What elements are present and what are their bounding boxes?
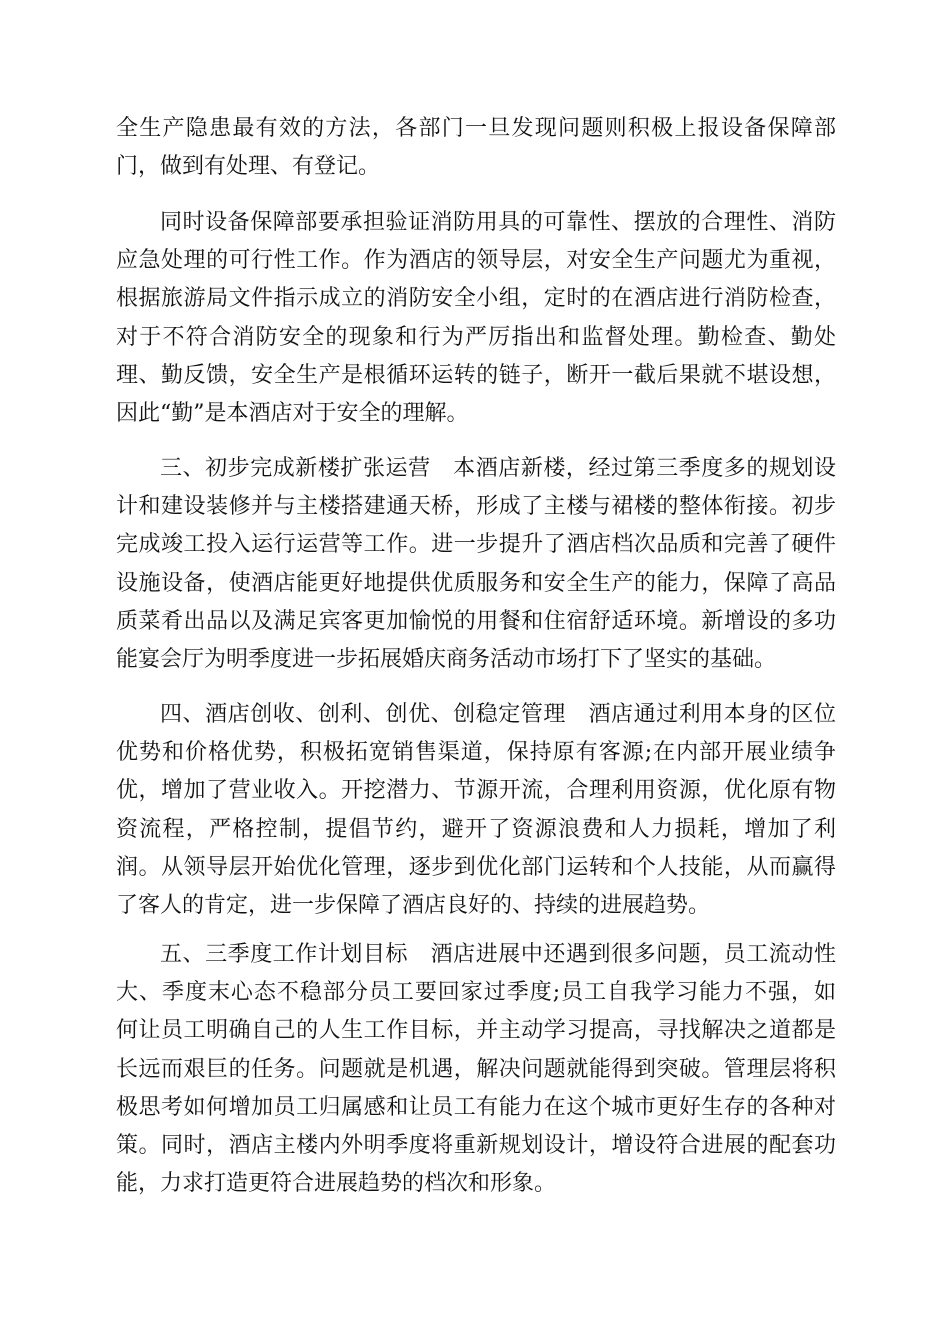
paragraph-line: 三、初步完成新楼扩张运营 本酒店新楼，经过第三季度多的规划设: [160, 456, 836, 481]
paragraph-line: 设施设备，使酒店能更好地提供优质服务和安全生产的能力，保障了高品: [116, 570, 836, 596]
paragraph-line: 对于不符合消防安全的现象和行为严厉指出和监督处理。勤检查、勤处: [116, 324, 836, 350]
paragraph-line: 全生产隐患最有效的方法，各部门一旦发现问题则积极上报设备保障部: [116, 116, 836, 141]
paragraph-line: 门，做到有处理、有登记。: [116, 154, 381, 180]
paragraph-line: 能宴会厅为明季度进一步拓展婚庆商务活动市场打下了坚实的基础。: [116, 646, 777, 672]
paragraph-line: 资流程，严格控制，提倡节约，避开了资源浪费和人力损耗，增加了利: [116, 816, 836, 842]
paragraph-line: 了客人的肯定，进一步保障了酒店良好的、持续的进展趋势。: [116, 892, 711, 918]
paragraph-line: 大、季度末心态不稳部分员工要回家过季度;员工自我学习能力不强，如: [116, 980, 836, 1006]
paragraph-line: 长远而艰巨的任务。问题就是机遇，解决问题就能得到突破。管理层将积: [116, 1056, 836, 1082]
paragraph-line: 五、三季度工作计划目标 酒店进展中还遇到很多问题，员工流动性: [160, 942, 836, 967]
paragraph-line: 优势和价格优势，积极拓宽销售渠道，保持原有客源;在内部开展业绩争: [116, 740, 836, 766]
paragraph-line: 理、勤反馈，安全生产是根循环运转的链子，断开一截后果就不堪设想，: [116, 362, 836, 388]
paragraph-line: 优，增加了营业收入。开挖潜力、节源开流，合理利用资源，优化原有物: [116, 778, 836, 804]
paragraph-1: [116, 110, 836, 186]
paragraph-line: 根据旅游局文件指示成立的消防安全小组，定时的在酒店进行消防检查，: [116, 286, 836, 312]
paragraph-line: 何让员工明确自己的人生工作目标，并主动学习提高，寻找解决之道都是: [116, 1018, 836, 1044]
paragraph-4: [116, 696, 836, 925]
paragraph-line: 同时设备保障部要承担验证消防用具的可靠性、摆放的合理性、消防: [160, 210, 836, 235]
paragraph-line: 极思考如何增加员工归属感和让员工有能力在这个城市更好生存的各种对: [116, 1094, 836, 1120]
paragraph-2: [116, 204, 836, 433]
paragraph-line: 因此“勤”是本酒店对于安全的理解。: [116, 400, 469, 426]
paragraph-line: 能，力求打造更符合进展趋势的档次和形象。: [116, 1171, 557, 1197]
paragraph-line: 应急处理的可行性工作。作为酒店的领导层，对安全生产问题尤为重视，: [116, 248, 836, 274]
paragraph-line: 润。从领导层开始优化管理，逐步到优化部门运转和个人技能，从而赢得: [116, 854, 836, 880]
paragraph-line: 计和建设装修并与主楼搭建通天桥，形成了主楼与裙楼的整体衔接。初步: [116, 494, 836, 520]
paragraph-3: [116, 450, 836, 679]
paragraph-line: 策。同时，酒店主楼内外明季度将重新规划设计，增设符合进展的配套功: [116, 1132, 836, 1158]
paragraph-line: 质菜肴出品以及满足宾客更加愉悦的用餐和住宿舒适环境。新增设的多功: [116, 608, 836, 634]
paragraph-line: 完成竣工投入运行运营等工作。进一步提升了酒店档次品质和完善了硬件: [116, 532, 836, 558]
paragraph-line: 四、酒店创收、创利、创优、创稳定管理 酒店通过利用本身的区位: [160, 702, 836, 727]
paragraph-5: [116, 936, 836, 1203]
